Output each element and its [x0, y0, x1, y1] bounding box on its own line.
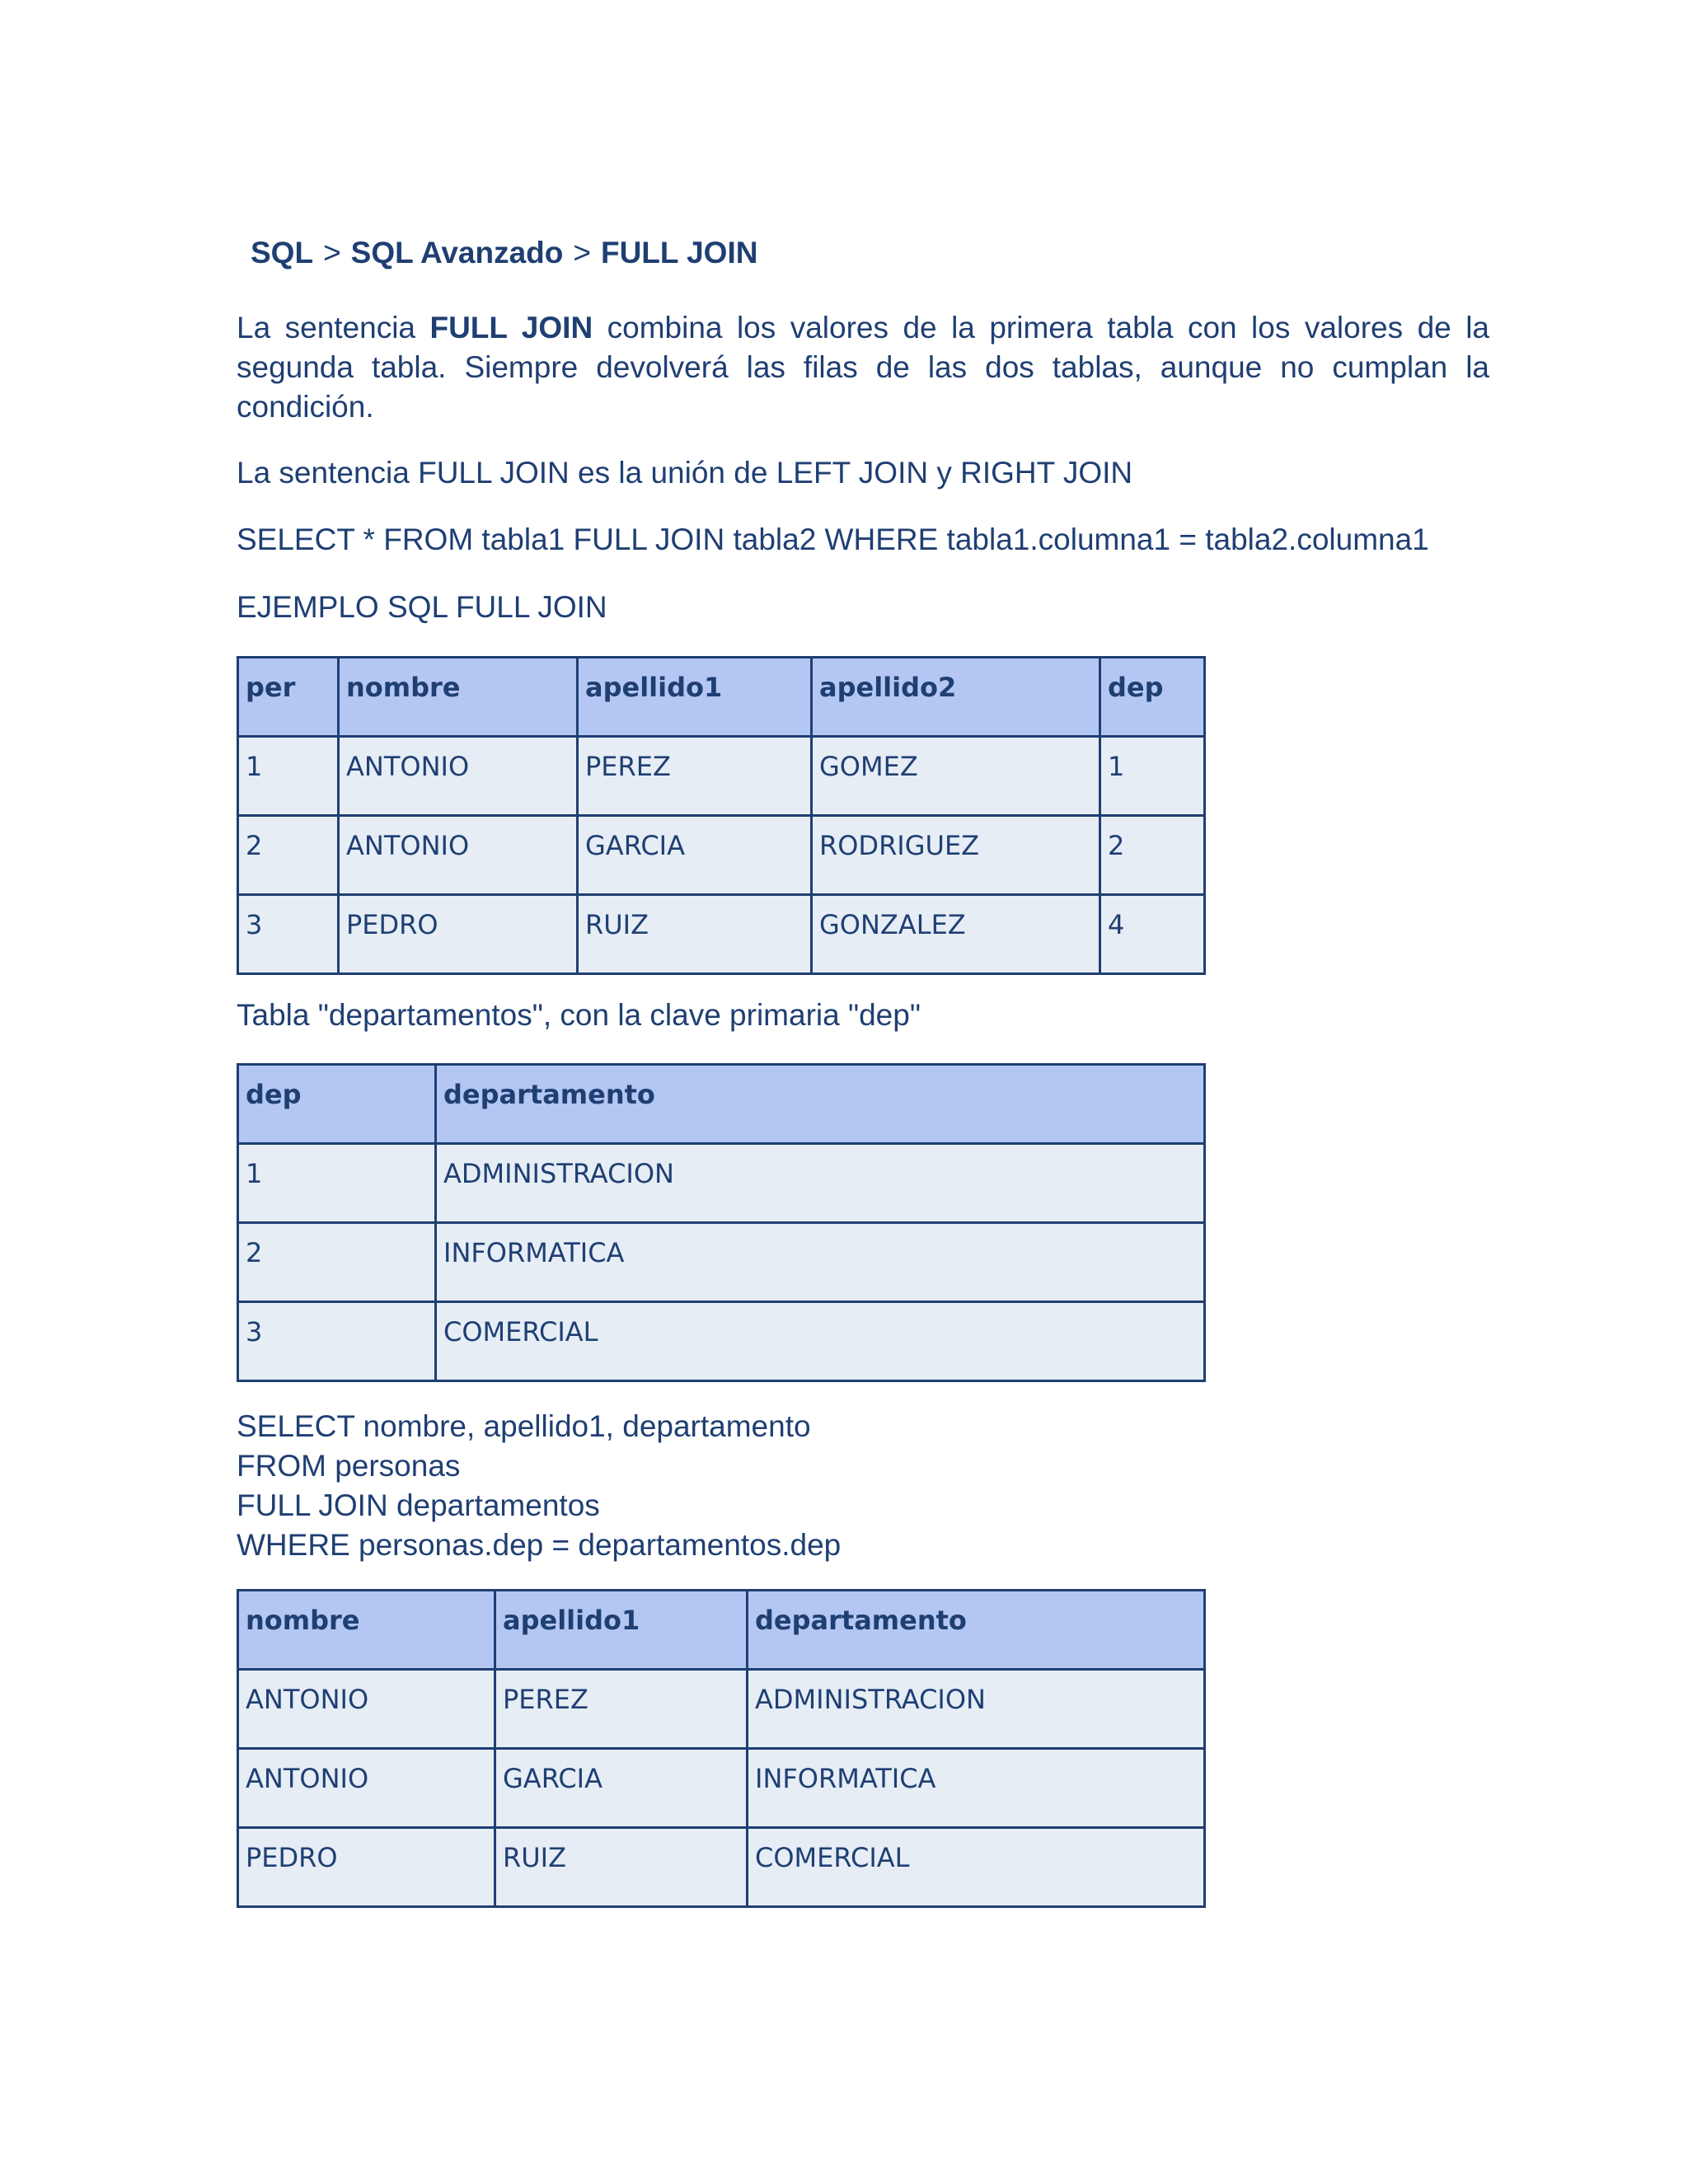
table-cell: PEDRO — [238, 1828, 495, 1907]
table-cell: PEDRO — [339, 895, 578, 974]
example-heading: EJEMPLO SQL FULL JOIN — [237, 590, 607, 624]
column-header: departamento — [436, 1065, 1205, 1144]
table-cell: 2 — [238, 816, 339, 895]
table-cell: ANTONIO — [339, 816, 578, 895]
table-cell: GARCIA — [495, 1749, 748, 1828]
column-header: dep — [238, 1065, 436, 1144]
column-header: apellido1 — [495, 1591, 748, 1670]
table-cell: COMERCIAL — [436, 1302, 1205, 1381]
breadcrumb-separator: > — [323, 236, 341, 269]
query-line: SELECT nombre, apellido1, departamento — [237, 1409, 811, 1443]
table-cell: 3 — [238, 1302, 436, 1381]
table-row — [238, 1144, 1205, 1223]
table-cell: GOMEZ — [812, 737, 1100, 816]
table-header-row — [238, 1591, 1205, 1670]
table-cell: INFORMATICA — [436, 1223, 1205, 1302]
table-cell: 1 — [238, 1144, 436, 1223]
table-cell: 1 — [238, 737, 339, 816]
column-header: per — [238, 658, 339, 737]
table-row — [238, 816, 1205, 895]
query-line: FROM personas — [237, 1449, 461, 1483]
column-header: nombre — [339, 658, 578, 737]
intro-paragraph — [237, 308, 1489, 427]
table-cell: ADMINISTRACION — [436, 1144, 1205, 1223]
table-cell: GONZALEZ — [812, 895, 1100, 974]
breadcrumb-item-sql-avanzado[interactable]: SQL Avanzado — [350, 236, 564, 269]
column-header: departamento — [748, 1591, 1205, 1670]
union-paragraph: La sentencia FULL JOIN es la unión de LEFT JOIN y RIGHT JOIN — [237, 456, 1133, 490]
table-cell: PEREZ — [495, 1670, 748, 1749]
intro-text-end: combina los valores de la primera tabla con los valores de la segunda tabla. Siempre devolverá las filas de las dos tablas, aunque no cumplan la condición. — [237, 311, 1489, 424]
query-line: FULL JOIN departamentos — [237, 1488, 600, 1522]
table-cell: ANTONIO — [238, 1670, 495, 1749]
table-cell: 2 — [238, 1223, 436, 1302]
breadcrumb — [251, 236, 757, 270]
table-header-row — [238, 658, 1205, 737]
table-cell: 4 — [1100, 895, 1205, 974]
table-row — [238, 1302, 1205, 1381]
table-row — [238, 895, 1205, 974]
table-cell: ANTONIO — [339, 737, 578, 816]
column-header: dep — [1100, 658, 1205, 737]
departamentos-caption: Tabla "departamentos", con la clave primaria "dep" — [237, 998, 921, 1032]
table-cell: RUIZ — [495, 1828, 748, 1907]
result-table — [237, 1589, 1206, 1908]
table-row — [238, 1749, 1205, 1828]
breadcrumb-separator: > — [573, 236, 591, 269]
intro-text-start: La sentencia — [237, 311, 430, 344]
table-cell: GARCIA — [578, 816, 812, 895]
column-header: apellido2 — [812, 658, 1100, 737]
table-header-row — [238, 1065, 1205, 1144]
table-cell: ANTONIO — [238, 1749, 495, 1828]
breadcrumb-item-full-join: FULL JOIN — [600, 236, 758, 269]
table-cell: 1 — [1100, 737, 1205, 816]
table-cell: RUIZ — [578, 895, 812, 974]
table-cell: RODRIGUEZ — [812, 816, 1100, 895]
table-row — [238, 1828, 1205, 1907]
table-row — [238, 1670, 1205, 1749]
table-cell: PEREZ — [578, 737, 812, 816]
table-cell: INFORMATICA — [748, 1749, 1205, 1828]
column-header: apellido1 — [578, 658, 812, 737]
table-cell: 2 — [1100, 816, 1205, 895]
query-line: WHERE personas.dep = departamentos.dep — [237, 1528, 842, 1562]
personas-table — [237, 656, 1206, 975]
table-cell: 3 — [238, 895, 339, 974]
column-header: nombre — [238, 1591, 495, 1670]
syntax-line: SELECT * FROM tabla1 FULL JOIN tabla2 WHERE tabla1.columna1 = tabla2.columna1 — [237, 523, 1429, 556]
table-row — [238, 737, 1205, 816]
departamentos-table — [237, 1063, 1206, 1382]
intro-keyword: FULL JOIN — [429, 311, 593, 344]
breadcrumb-item-sql[interactable]: SQL — [251, 236, 314, 269]
table-cell: COMERCIAL — [748, 1828, 1205, 1907]
table-cell: ADMINISTRACION — [748, 1670, 1205, 1749]
table-row — [238, 1223, 1205, 1302]
